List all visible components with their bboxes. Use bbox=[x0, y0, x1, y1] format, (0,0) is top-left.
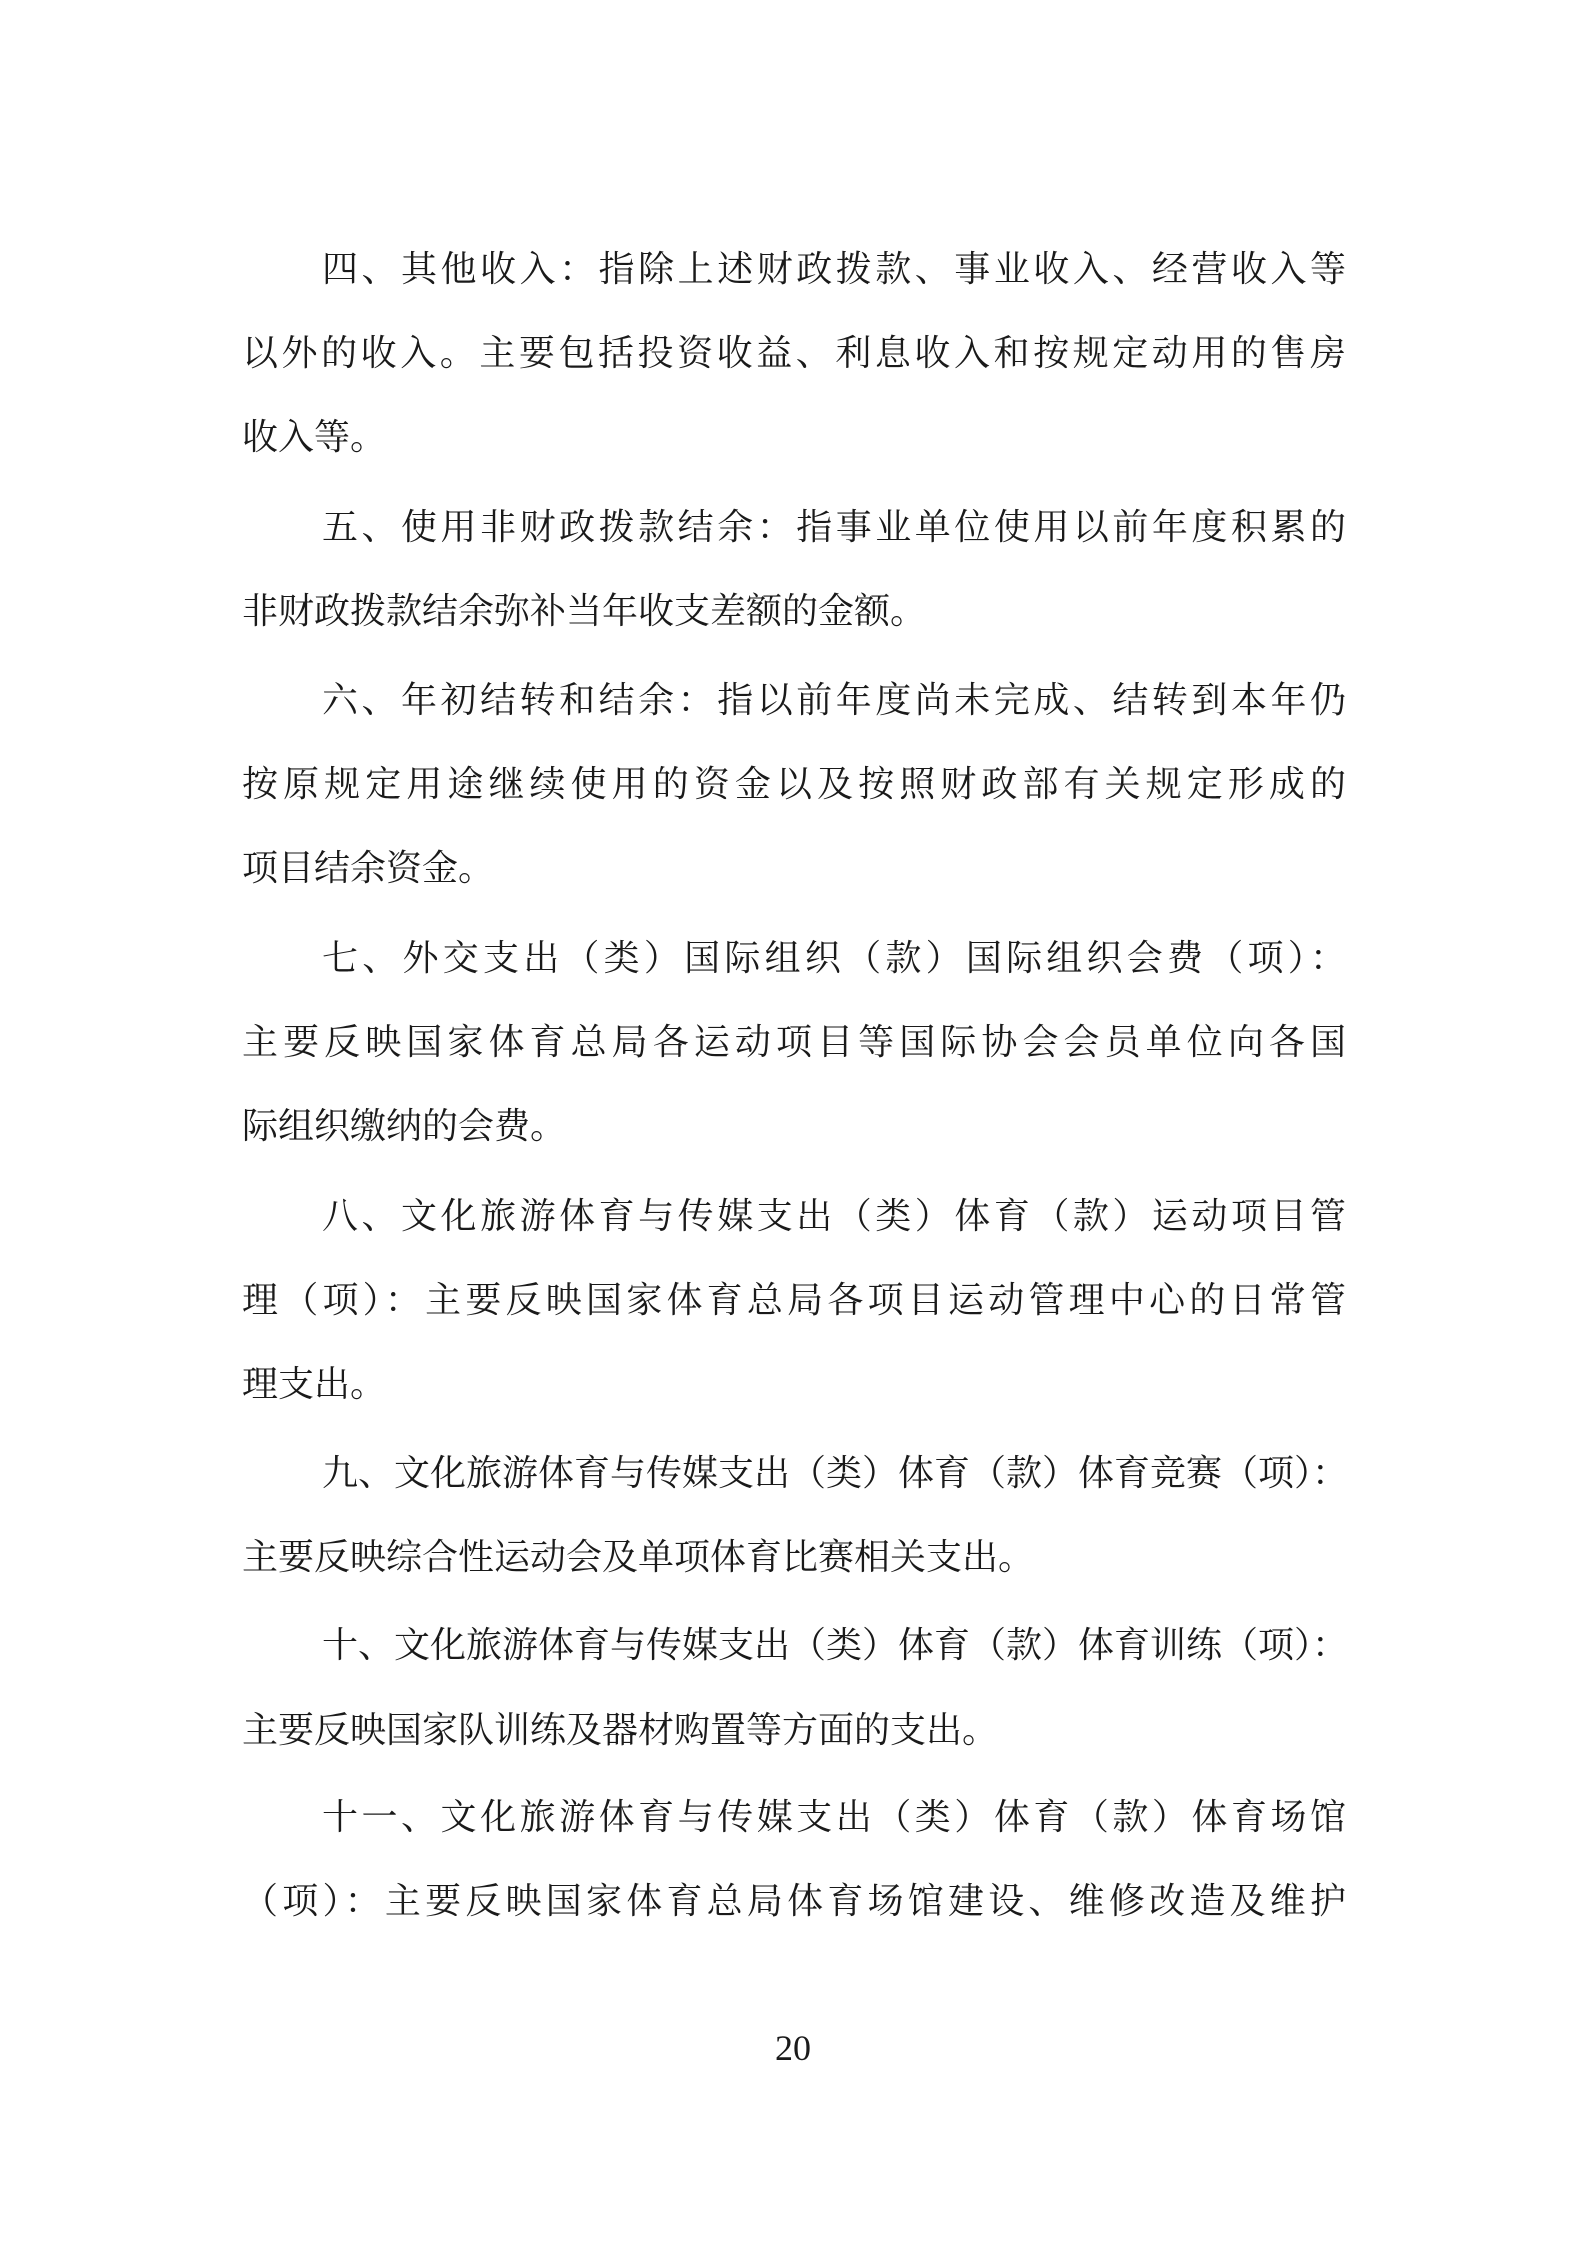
text-line-5: 非财政拨款结余弥补当年收支差额的金额。 bbox=[242, 591, 927, 632]
text-line-6: 六、年初结转和结余：指以前年度尚未完成、结转到本年仍 bbox=[322, 680, 1346, 721]
text-line-10: 主要反映国家体育总局各运动项目等国际协会会员单位向各国 bbox=[242, 1022, 1346, 1063]
text-line-12: 八、文化旅游体育与传媒支出（类）体育（款）运动项目管 bbox=[322, 1196, 1346, 1237]
text-line-17: 十、文化旅游体育与传媒支出（类）体育（款）体育训练（项）： bbox=[322, 1625, 1349, 1666]
text-line-4: 五、使用非财政拨款结余：指事业单位使用以前年度积累的 bbox=[322, 507, 1346, 548]
text-line-11: 际组织缴纳的会费。 bbox=[242, 1106, 567, 1147]
text-line-16: 主要反映综合性运动会及单项体育比赛相关支出。 bbox=[242, 1537, 1035, 1578]
text-line-1: 四、其他收入：指除上述财政拨款、事业收入、经营收入等 bbox=[322, 249, 1346, 290]
text-line-14: 理支出。 bbox=[242, 1364, 387, 1405]
text-line-8: 项目结余资金。 bbox=[242, 848, 495, 889]
text-line-19: 十一、文化旅游体育与传媒支出（类）体育（款）体育场馆 bbox=[322, 1797, 1346, 1838]
text-line-18: 主要反映国家队训练及器材购置等方面的支出。 bbox=[242, 1710, 999, 1751]
text-line-2: 以外的收入。主要包括投资收益、利息收入和按规定动用的售房 bbox=[242, 333, 1346, 374]
text-line-3: 收入等。 bbox=[242, 417, 387, 458]
text-line-9: 七、外交支出（类）国际组织（款）国际组织会费（项）： bbox=[322, 938, 1346, 979]
text-line-7: 按原规定用途继续使用的资金以及按照财政部有关规定形成的 bbox=[242, 764, 1346, 805]
text-line-15: 九、文化旅游体育与传媒支出（类）体育（款）体育竞赛（项）： bbox=[322, 1453, 1349, 1494]
page-number: 20 bbox=[775, 2028, 811, 2068]
text-line-13: 理（项）：主要反映国家体育总局各项目运动管理中心的日常管 bbox=[242, 1280, 1346, 1321]
text-line-20: （项）：主要反映国家体育总局体育场馆建设、维修改造及维护 bbox=[242, 1881, 1346, 1922]
